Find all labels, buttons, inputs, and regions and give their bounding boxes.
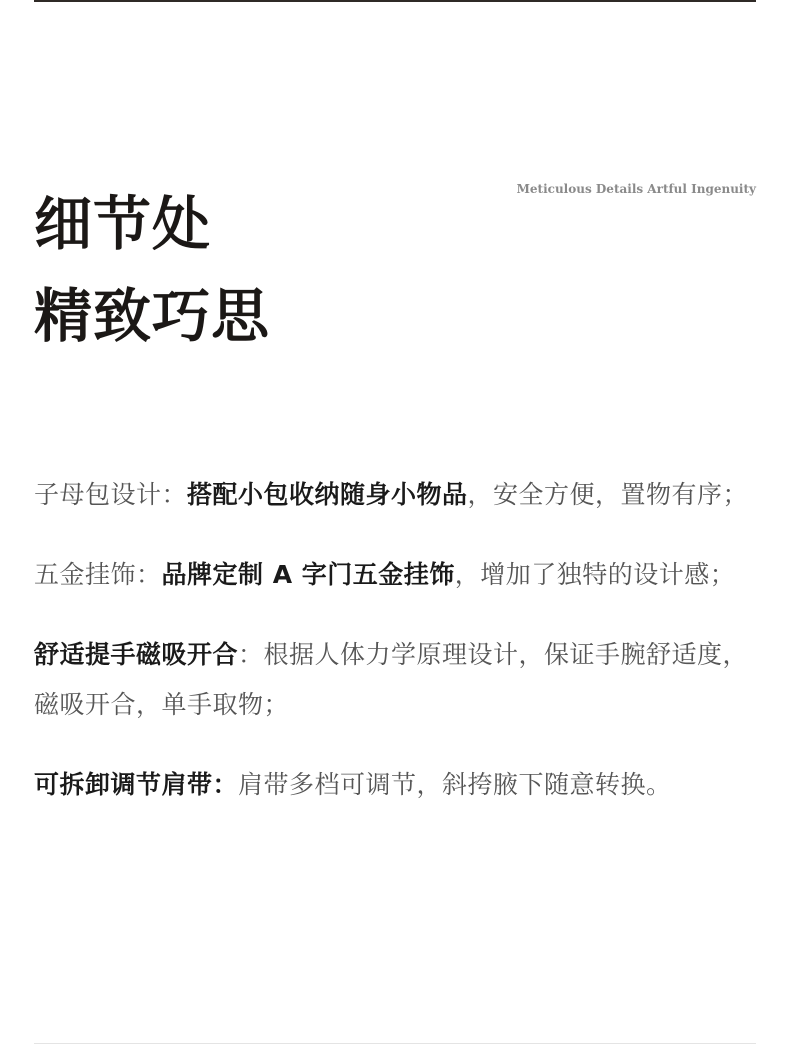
- section-heading: [34, 178, 270, 362]
- feature-colon: ：: [212, 770, 239, 799]
- feature-description: ，安全方便，置物有序；: [467, 480, 749, 509]
- feature-colon: ：: [238, 640, 264, 669]
- feature-highlight: 品牌定制 A 字门五金挂饰: [161, 560, 455, 589]
- feature-item-handle: [34, 630, 760, 730]
- english-tagline: Meticulous Details Artful Ingenuity: [516, 182, 756, 196]
- feature-label: 五金挂饰: [34, 560, 137, 589]
- feature-description: 肩带多档可调节，斜挎腋下随意转换。: [238, 770, 672, 799]
- feature-colon: ：: [161, 480, 188, 509]
- feature-list: [34, 470, 760, 840]
- feature-highlight: 搭配小包收纳随身小物品: [187, 480, 468, 509]
- top-divider: [34, 0, 756, 2]
- heading-line-2: 精致巧思: [34, 282, 271, 350]
- feature-item-strap: [34, 760, 760, 810]
- feature-item-hardware: [34, 550, 760, 600]
- feature-description: ，增加了独特的设计感；: [454, 560, 736, 589]
- feature-label: 可拆卸调节肩带: [34, 770, 213, 799]
- feature-item-sub-bag: [34, 470, 760, 520]
- feature-label: 子母包设计: [34, 480, 162, 509]
- feature-description: 根据人体力学原理设计，保证手腕舒适度，磁吸开合，单手取物；: [34, 640, 749, 719]
- feature-label: 舒适提手磁吸开合: [34, 640, 239, 669]
- heading-line-1: 细节处: [34, 190, 212, 258]
- feature-colon: ：: [136, 560, 162, 589]
- bottom-divider: [34, 1043, 756, 1044]
